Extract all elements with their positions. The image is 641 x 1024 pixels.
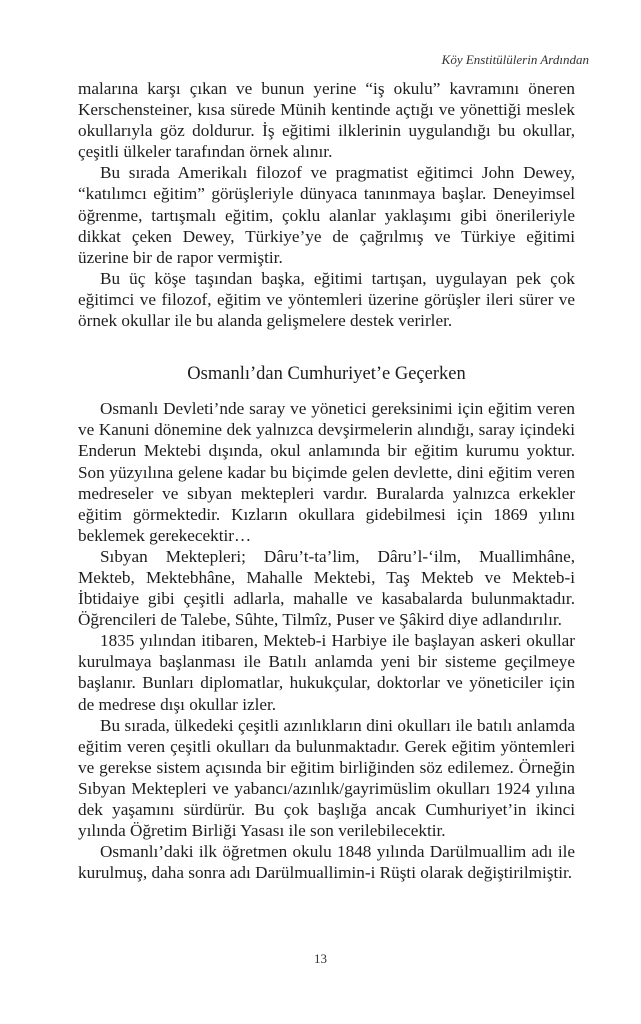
page-body (78, 78, 575, 883)
section-paragraph-minorities: Bu sırada, ülkedeki çeşitli azınlıkların dini okulları ile batılı anlamda eğitim veren çeşitli okulları da bulunmaktadır. Gerek eğitim yöntemleri ve gerekse sistem açısında bir eğitim birliğinden söz edilemez. Örneğin Sıbyan Mektepleri ve yabancı/azınlık/gayrimüslim okulları 1924 yılına dek yaşamını sürdürür. Bu çok başlığa ancak Cumhuriyet’in ikinci yılında Öğretim Birliği Yasası ile son verilebilecektir. (78, 715, 575, 841)
running-head: Köy Enstitülülerin Ardından (441, 52, 589, 67)
section-paragraph-sibyan-mektepleri: Sıbyan Mektepleri; Dâru’t-ta’lim, Dâru’l-‘ilm, Muallimhâne, Mekteb, Mektebhâne, Mahalle Mektebi, Taş Mekteb ve Mekteb-i İbtidaiye gibi çeşitli adlarla, mahalle ve kasabalarda bulunmaktadır. Öğrencileri de Talebe, Sûhte, Tilmîz, Puser ve Şâkird diye adlandırılır. (78, 546, 575, 630)
intro-paragraph-dewey: Bu sırada Amerikalı filozof ve pragmatist eğitimci John Dewey, “katılımcı eğitim” görüşleriyle dünyaca tanınmaya başlar. Deneyimsel öğrenme, tartışmalı eğitim, çoklu alanlar yaklaşımı gibi önerileriyle dikkat çeken Dewey, Türkiye’ye de çağrılmış ve Türkiye eğitimi üzerine bir de rapor vermiştir. (78, 163, 575, 267)
intro-paragraph-continued: malarına karşı çıkan ve bunun yerine “iş okulu” kavramını öneren Kerschensteiner, kısa sürede Münih kentinde açtığı ve yönettiği meslek okullarıyla göz doldurur. İş eğitimi ilklerinin uygulandığı bu okullar, çeşitli ülkeler tarafından örnek alınır. (78, 79, 575, 162)
section-title: Osmanlı’dan Cumhuriyet’e Geçerken (187, 364, 466, 385)
section-paragraph-ottoman-education: Osmanlı Devleti’nde saray ve yönetici gereksinimi için eğitim veren ve Kanuni dönemine dek yalnızca devşirmelerin alındığı, saray içindeki Enderun Mektebi dışında, okul anlamında bir eğitim kurumu yoktur. Son yüzyılına gelene kadar bu biçimde gelen devlette, dini eğitim veren medreseler ve sıbyan mektepleri vardır. Buralarda yalnızca erkekler eğitim görmektedir. Kızların okullara gidebilmesi için 1869 yılını beklemek gerekecektir… (78, 399, 575, 545)
section-paragraph-darulmuallim: Osmanlı’daki ilk öğretmen okulu 1848 yılında Darülmuallim adı ile kurulmuş, daha sonra adı Darülmuallimin-i Rüşti olarak değiştirilmiştir. (78, 842, 575, 883)
section-paragraph-1835: 1835 yılından itibaren, Mekteb-i Harbiye ile başlayan askeri okullar kurulmaya başlanması ile Batılı anlamda yeni bir sisteme geçilmeye başlanır. Bunları diplomatlar, hukukçular, doktorlar ve yöneticiler için de medrese dışı okullar izler. (78, 631, 575, 714)
intro-paragraph-cornerstones: Bu üç köşe taşından başka, eğitimi tartışan, uygulayan pek çok eğitimci ve filozof, eğitim ve yöntemleri üzerine görüşler ileri sürer ve örnek okullar ile bu alanda gelişmelere destek verirler. (78, 268, 575, 331)
page-number: 13 (314, 951, 327, 966)
